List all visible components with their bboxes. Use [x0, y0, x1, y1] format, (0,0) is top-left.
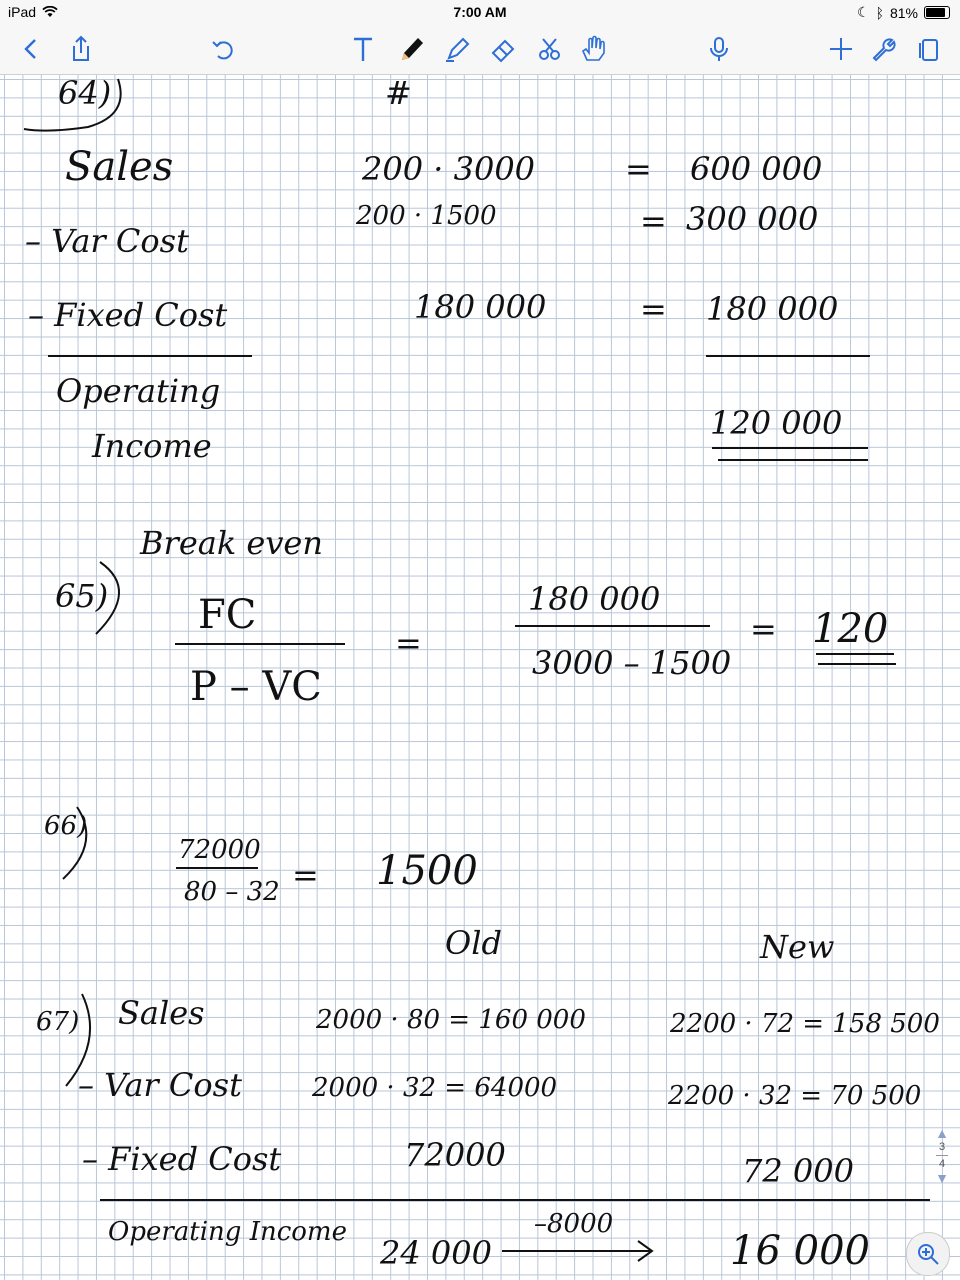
sales-label: Sales — [65, 144, 174, 190]
battery-percent: 81% — [889, 4, 918, 21]
device-name: iPad — [8, 4, 37, 20]
var-cost-eq: = — [640, 202, 667, 240]
income-result: 120 000 — [710, 404, 843, 442]
break-even-title: Break even — [140, 524, 323, 562]
undo-icon[interactable] — [206, 32, 240, 66]
q67-var-cost-label: – Var Cost — [78, 1066, 242, 1104]
income-underline-1 — [712, 447, 868, 449]
lasso-icon[interactable] — [532, 32, 566, 66]
q67-new-income: 16 000 — [730, 1228, 870, 1274]
sales-eq: = — [625, 150, 652, 188]
back-icon[interactable] — [14, 32, 48, 66]
q67-difference: –8000 — [534, 1209, 614, 1239]
question-65-bracket — [60, 560, 140, 640]
clock: 7:00 AM — [453, 4, 507, 20]
add-icon[interactable] — [824, 32, 858, 66]
question-66-bracket — [55, 803, 95, 883]
pages-icon[interactable] — [912, 32, 946, 66]
q66-denominator: 80 – 32 — [184, 877, 280, 907]
moon-icon: ☾ — [857, 4, 870, 20]
question-67-label: 67) — [36, 1007, 80, 1037]
q66-eq: = — [292, 856, 319, 894]
q67-operating-income-label: Operating Income — [108, 1217, 347, 1247]
highlighter-icon[interactable] — [440, 32, 474, 66]
new-header: New — [760, 928, 835, 966]
right-sum-line — [706, 355, 870, 357]
q66-fraction-bar — [176, 867, 258, 869]
question-64-label: 64) — [58, 74, 112, 112]
q67-sales-label: Sales — [118, 994, 205, 1032]
hand-icon[interactable] — [576, 32, 610, 66]
var-cost-label: – Var Cost — [25, 222, 189, 260]
left-sum-line — [48, 355, 252, 357]
q66-numerator: 72000 — [178, 835, 261, 865]
q67-new-fixed: 72 000 — [742, 1152, 854, 1190]
be-underline-1 — [816, 653, 894, 655]
q67-old-income: 24 000 — [380, 1234, 492, 1272]
q67-new-sales: 2200 · 72 = 158 500 — [670, 1009, 940, 1039]
text-tool-icon[interactable] — [346, 32, 380, 66]
q67-new-var: 2200 · 32 = 70 500 — [668, 1081, 922, 1111]
be-underline-2 — [818, 663, 896, 665]
question-66-label: 66) — [44, 811, 88, 841]
zoom-button[interactable] — [906, 1232, 950, 1276]
be-numerator: 180 000 — [528, 580, 661, 618]
q67-old-sales: 2000 · 80 = 160 000 — [316, 1005, 586, 1035]
page-indicator — [932, 1125, 952, 1205]
operating-label: Operating — [56, 372, 221, 410]
bluetooth-icon: ᛒ — [875, 4, 884, 21]
microphone-icon[interactable] — [702, 32, 736, 66]
page-down-icon[interactable]: ▼ — [935, 1170, 949, 1186]
fc-eq: = — [395, 624, 422, 662]
q67-sum-line — [100, 1199, 930, 1201]
current-page: 3 — [938, 1141, 946, 1153]
var-cost-result: 300 000 — [686, 200, 819, 238]
battery-icon — [924, 6, 950, 19]
total-pages: 4 — [938, 1158, 946, 1170]
fixed-cost-eq: = — [640, 290, 667, 328]
fixed-cost-label: – Fixed Cost — [28, 296, 228, 334]
be-result: 120 — [812, 606, 889, 652]
question-65-label: 65) — [55, 577, 109, 615]
page-up-icon[interactable]: ▲ — [935, 1125, 949, 1141]
settings-icon[interactable] — [866, 32, 900, 66]
income-label: Income — [92, 427, 212, 465]
var-cost-calc: 200 · 1500 — [356, 201, 497, 231]
share-icon[interactable] — [64, 32, 98, 66]
question-64-bracket — [18, 75, 138, 135]
pencil-icon[interactable] — [394, 32, 428, 66]
fixed-cost-calc: 180 000 — [414, 288, 547, 326]
toolbar — [0, 24, 960, 75]
fc-numerator: FC — [198, 592, 257, 638]
eraser-icon[interactable] — [486, 32, 520, 66]
fc-fraction-bar — [175, 643, 345, 645]
hash-mark: # — [385, 74, 412, 112]
fc-denominator: P – VC — [190, 664, 322, 710]
income-underline-2 — [718, 459, 868, 461]
difference-arrow-icon — [500, 1235, 660, 1265]
status-bar — [0, 0, 960, 24]
be-fraction-bar — [515, 625, 710, 627]
fixed-cost-result: 180 000 — [706, 290, 839, 328]
q67-fixed-cost-label: – Fixed Cost — [82, 1140, 282, 1178]
sales-result: 600 000 — [690, 150, 823, 188]
q66-result: 1500 — [376, 848, 478, 894]
old-header: Old — [445, 924, 502, 962]
be-eq: = — [750, 610, 777, 648]
zoom-in-icon — [916, 1242, 940, 1266]
be-denominator: 3000 – 1500 — [532, 644, 732, 682]
note-page[interactable] — [0, 75, 960, 1280]
sales-calc: 200 · 3000 — [362, 150, 536, 188]
q67-old-var: 2000 · 32 = 64000 — [312, 1073, 558, 1103]
q67-old-fixed: 72000 — [404, 1136, 506, 1174]
